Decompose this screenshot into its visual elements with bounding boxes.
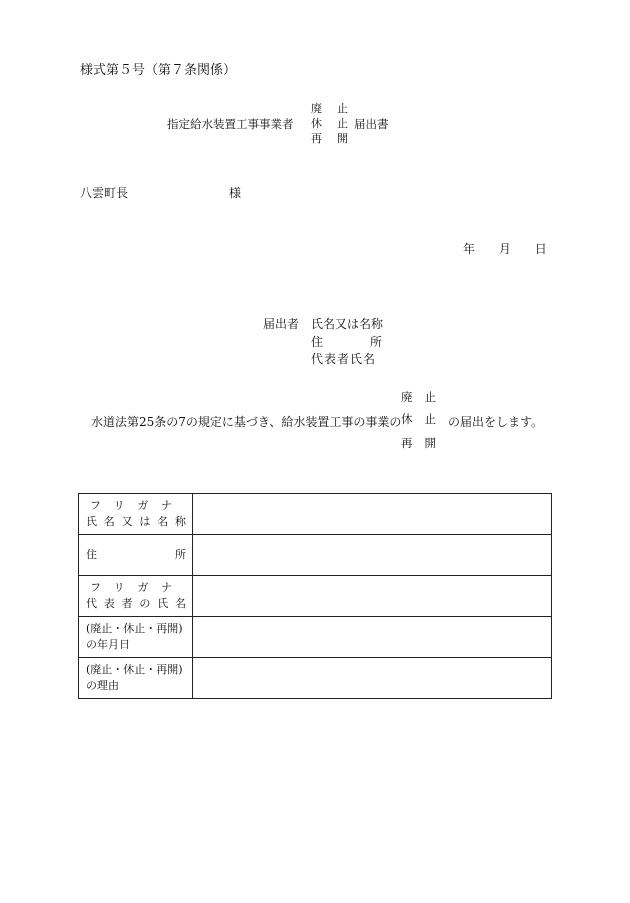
table-row-furigana-name [79,494,552,535]
title-prefix: 指定給水装置工事事業者 [167,117,294,131]
body-option-kyushi [401,412,436,426]
label-char: 氏 [157,597,169,610]
title-option-kyushi: 休 止 [311,117,350,130]
address-char-1: 住 [311,335,324,349]
date-value-cell[interactable] [193,617,552,658]
form-number: 様式第５号（第７条関係） [80,63,237,78]
label-line: の年月日 [86,638,130,651]
name-value-cell[interactable] [193,494,552,535]
label-char: 表 [103,597,115,610]
body-option-saikai [401,436,436,450]
table-row-address [79,535,552,576]
title-option-saikai: 再 開 [311,132,350,145]
label-char: 代 [86,597,97,610]
row-label-address [79,535,193,576]
body-option-char: 開 [424,436,436,450]
date-year: 年 [463,242,476,256]
label-char: 名 [103,515,115,528]
label-char: リ [113,581,125,594]
title-option-haishi: 廃 止 [311,102,350,115]
label-char: リ [113,499,125,512]
label-line: の理由 [86,679,119,692]
label-furigana [86,580,186,596]
applicant-label: 届出者 [263,317,300,331]
label-char: ガ [137,499,149,512]
label-line: (廃止・休止・再開) [86,622,183,635]
date-month: 月 [498,242,511,256]
table-row-date [79,617,552,658]
applicant-rep-label: 代表者氏名 [311,352,377,366]
body-suffix: の届出をします。 [448,415,544,429]
label-char: 氏 [86,515,97,528]
label-char: 又 [121,515,133,528]
addressee-honorific: 様 [229,186,242,200]
address-value-cell[interactable] [193,535,552,576]
applicant-address-label [311,335,382,349]
details-table [78,493,552,699]
label-char: 名 [174,597,186,610]
table-row-furigana-rep [79,576,552,617]
label-char: ナ [160,499,172,512]
label-char: ナ [160,581,172,594]
label-char: は [139,515,151,528]
label-char: 住 [86,548,97,561]
table-row-reason [79,658,552,699]
label-line: (廃止・休止・再開) [86,663,183,676]
body-option-haishi [401,390,436,404]
row-label-date [79,617,193,658]
label-char: 所 [175,548,186,561]
label-furigana [86,498,186,514]
date-line [463,242,547,256]
label-name [86,514,186,530]
label-char: ガ [137,581,149,594]
label-char: 名 [157,515,169,528]
label-char: フ [90,581,101,594]
body-option-char: 止 [424,390,436,404]
label-char: 称 [174,515,186,528]
body-option-char: 廃 [401,390,413,404]
title-suffix: 届出書 [354,117,389,131]
label-char: フ [90,499,101,512]
date-day: 日 [534,242,547,256]
label-rep [86,596,186,612]
body-text: 水道法第25条の7の規定に基づき、給水装置工事の事業の [91,415,402,429]
address-char-2: 所 [369,335,382,349]
label-address [86,547,186,563]
addressee-name: 八雲町長 [80,186,129,200]
applicant-name-label: 氏名又は名称 [311,317,384,331]
body-option-char: 休 [401,412,413,426]
row-label-name [79,494,193,535]
rep-value-cell[interactable] [193,576,552,617]
label-char: 者 [121,597,133,610]
reason-value-cell[interactable] [193,658,552,699]
body-option-char: 止 [424,412,436,426]
row-label-reason [79,658,193,699]
row-label-rep [79,576,193,617]
body-option-char: 再 [401,436,413,450]
label-char: の [139,597,151,610]
